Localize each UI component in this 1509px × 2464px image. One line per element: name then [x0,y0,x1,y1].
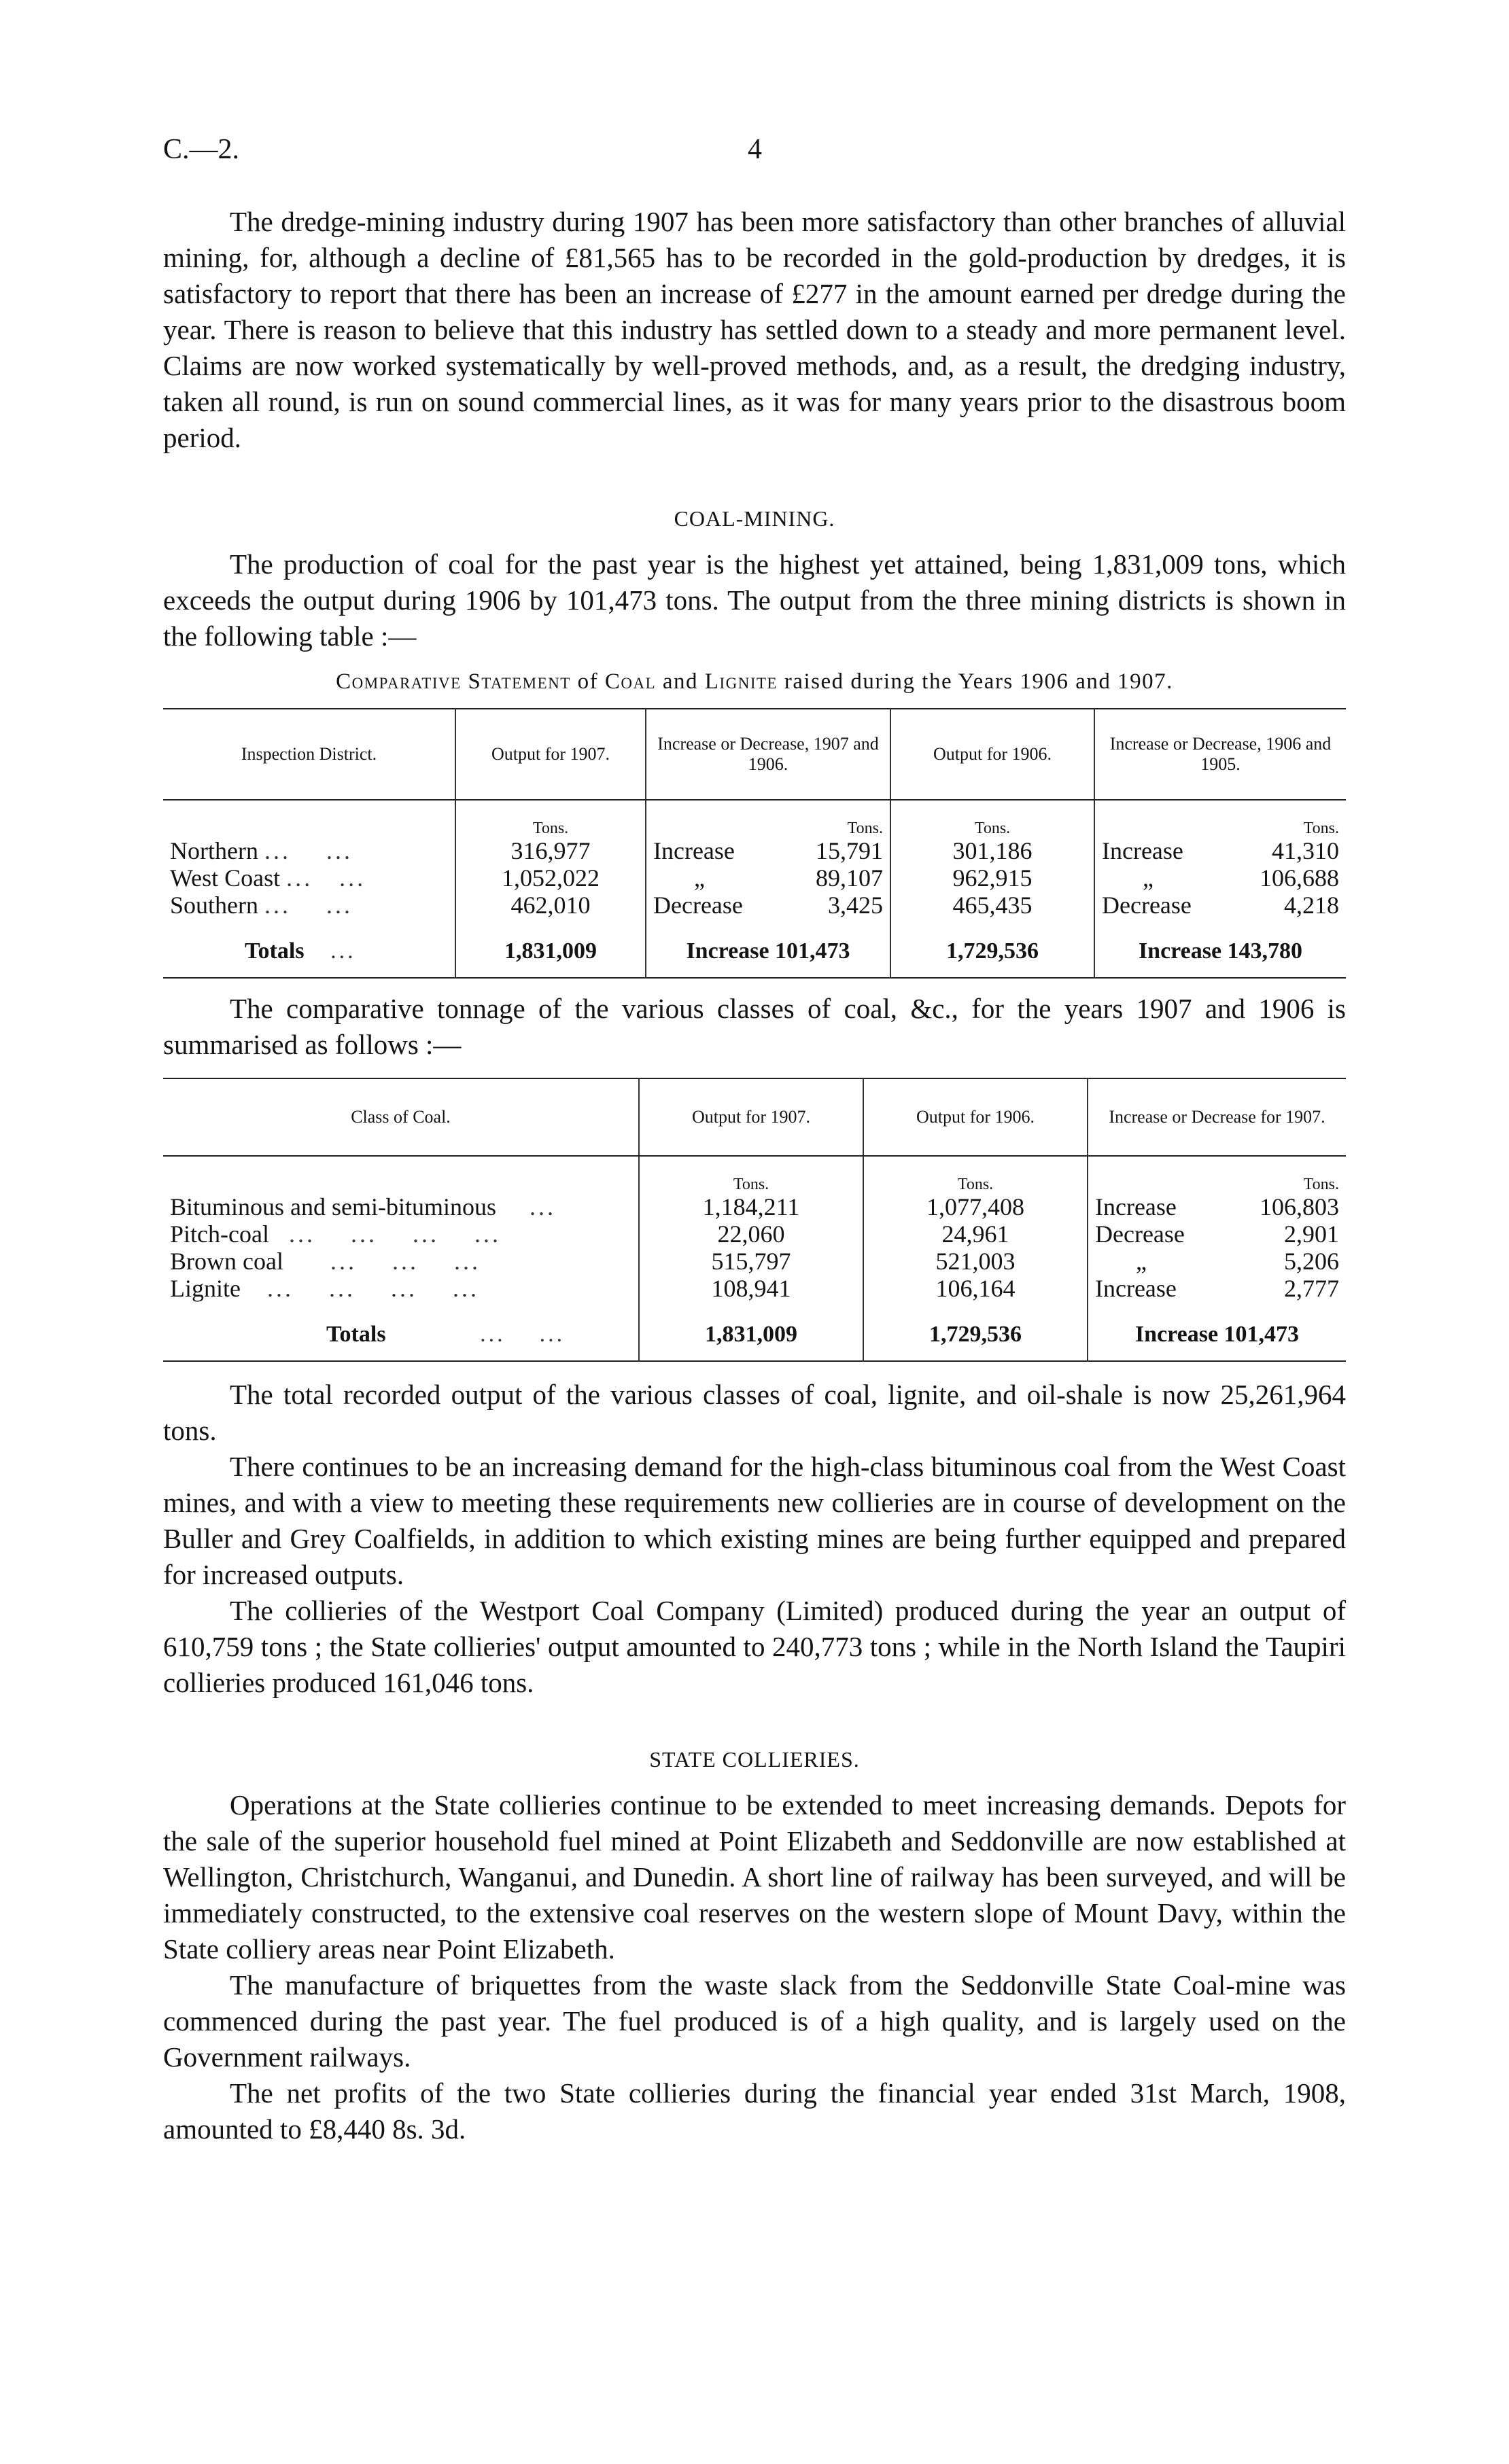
district-name: Southern [170,892,258,919]
total-change-1906: Increase 143,780 [1094,919,1346,978]
change-label: Increase [1102,837,1183,864]
net-profits-paragraph: The net profits of the two State collieries during the financial year ended 31st March, 1908, amounted to £8,440 8s. 3d. [163,2077,1346,2145]
output-1907: 316,977 [455,837,646,864]
output-1906: 1,077,408 [863,1193,1088,1220]
unit-label: Tons. [863,1156,1088,1193]
change-label: Increase [1095,1275,1177,1302]
change-label: „ [1136,1248,1147,1275]
output-1906: 465,435 [890,892,1094,919]
change-value: 4,218 [1284,892,1339,919]
total-output-1907: 1,831,009 [639,1302,863,1361]
col-header-change-1906: Increase or Decrease, 1906 and 1905. [1094,709,1346,800]
unit-label: Tons. [1088,1156,1346,1193]
col-header-change: Increase or Decrease for 1907. [1088,1078,1346,1156]
page-reference: C.—2. [163,134,240,165]
classes-intro-paragraph: The comparative tonnage of the various classes of coal, &c., for the years 1907 and 1906 is summarised as follows :— [163,993,1346,1060]
coal-class: Lignite [170,1275,241,1302]
body-text [163,204,1346,2147]
total-output-1907: 1,831,009 [455,919,646,978]
coal-production-paragraph: The production of coal for the past year is the highest yet attained, being 1,831,009 tons, which exceeds the output during 1906 by 101,473 tons. The output from the three mining districts is shown in the following table :— [163,548,1346,652]
coal-mining-heading: COAL-MINING. [674,506,835,531]
totals-row: Totals ... 1,831,009 Increase 101,473 1,729,536 Increase 143,780 [163,919,1346,978]
change-value: 41,310 [1272,837,1339,864]
change-value: 2,901 [1284,1220,1339,1248]
change-label: Decrease [1102,892,1192,919]
output-1906: 521,003 [863,1248,1088,1275]
change-value: 15,791 [816,837,883,864]
change-label: Increase [653,837,735,864]
table-row: Southern ... ... 462,010 Decrease 3,425 465,435 Decrease 4,218 [163,892,1346,919]
caption-part: raised during the Years 1906 and 1907. [784,669,1173,694]
caption-part: Coal [604,669,657,694]
col-header-output-1907: Output for 1907. [639,1078,863,1156]
coal-class: Brown coal [170,1248,283,1275]
table-row: West Coast ... ... 1,052,022 „ 89,107 962,915 „ 106,688 [163,864,1346,892]
table-row: Northern ... ... 316,977 Increase 15,791 301,186 Increase 41,310 [163,837,1346,864]
district-name: Northern [170,837,258,864]
unit-label: Tons. [1094,800,1346,837]
change-value: 89,107 [816,864,883,892]
change-label: „ [1143,864,1154,892]
change-label: „ [694,864,705,892]
output-1906: 106,164 [863,1275,1088,1302]
total-output-1906: 1,729,536 [890,919,1094,978]
district-output-table [163,708,1346,979]
output-1907: 1,052,022 [455,864,646,892]
state-operations-paragraph: Operations at the State collieries continue to be extended to meet increasing demands. Depots for the sale of the superior household fuel mined at Point Elizabeth and Seddonville are now established at Wellington, Christchurch, Wanganui, and Dunedin. A short line of railway has been surveyed, and will be immediately constructed, to the extensive coal reserves on the western slope of Mount Davy, within the State colliery areas near Point Elizabeth. [163,1789,1346,1965]
table-row: Bituminous and semi-bituminous ... 1,184,211 1,077,408 Increase 106,803 [163,1193,1346,1220]
total-output-1906: 1,729,536 [863,1302,1088,1361]
caption-part: of [577,669,599,694]
change-label: Increase [1095,1193,1177,1220]
output-1907: 22,060 [639,1220,863,1248]
change-label: Decrease [1095,1220,1185,1248]
table-row: Pitch-coal ... ... ... ... 22,060 24,961 Decrease 2,901 [163,1220,1346,1248]
output-1906: 24,961 [863,1220,1088,1248]
table-row: Lignite ... ... ... ... 108,941 106,164 Increase 2,777 [163,1275,1346,1302]
col-header-output-1907: Output for 1907. [455,709,646,800]
totals-row: Totals ... ... 1,831,009 1,729,536 Increase 101,473 [163,1302,1346,1361]
district-name: West Coast [170,864,281,892]
caption-part: Lignite [704,669,778,694]
totals-label: Totals [245,938,305,964]
output-1907: 108,941 [639,1275,863,1302]
caption-part: Comparative Statement [336,669,571,694]
westport-paragraph: The collieries of the Westport Coal Company (Limited) produced during the year an output of 610,759 tons ; the State collieries' output amounted to 240,773 tons ; while in the North Island the Taupiri collieries produced 161,046 tons. [163,1595,1346,1698]
page-number: 4 [748,134,762,165]
table1-caption [163,669,1346,694]
unit-label: Tons. [455,800,646,837]
coal-class: Pitch-coal [170,1220,269,1248]
state-collieries-heading: STATE COLLIERIES. [649,1747,860,1772]
caption-part: and [662,669,699,694]
change-label: Decrease [653,892,743,919]
unit-label: Tons. [890,800,1094,837]
table-row: Brown coal ... ... ... 515,797 521,003 „ 5,206 [163,1248,1346,1275]
col-header-change-1907: Increase or Decrease, 1907 and 1906. [646,709,890,800]
output-1907: 462,010 [455,892,646,919]
total-change-1907: Increase 101,473 [646,919,890,978]
unit-label: Tons. [639,1156,863,1193]
col-header-district: Inspection District. [163,709,455,800]
briquettes-paragraph: The manufacture of briquettes from the waste slack from the Seddonville State Coal-mine was commenced during the past year. The fuel produced is of a high quality, and is largely used on the Government railways. [163,1969,1346,2073]
change-value: 5,206 [1284,1248,1339,1275]
totals-label: Totals [326,1322,386,1347]
coal-class-table [163,1078,1346,1362]
change-value: 3,425 [828,892,883,919]
dredge-paragraph: The dredge-mining industry during 1907 has been more satisfactory than other branches of alluvial mining, for, although a decline of £81,565 has to be recorded in the gold-production by dredges, it is satisfactory to report that there has been an increase of £277 in the amount earned per dredge during the year. There is reason to believe that this industry has settled down to a steady and more permanent level. Claims are now worked systematically by well-proved methods, and, as a result, the dredging industry, taken all round, is run on sound commercial lines, as it was for many years prior to the disastrous boom period. [163,206,1346,453]
output-1907: 515,797 [639,1248,863,1275]
output-1906: 962,915 [890,864,1094,892]
total-change: Increase 101,473 [1088,1302,1346,1361]
output-1906: 301,186 [890,837,1094,864]
change-value: 106,688 [1260,864,1339,892]
demand-paragraph: There continues to be an increasing demand for the high-class bituminous coal from the West Coast mines, and with a view to meeting these requirements new collieries are in course of development on the Buller and Grey Coalfields, in addition to which existing mines are being further equipped and prepared for increased outputs. [163,1451,1346,1590]
coal-class: Bituminous and semi-bituminous [170,1193,497,1220]
output-1907: 1,184,211 [639,1193,863,1220]
change-value: 106,803 [1260,1193,1339,1220]
col-header-output-1906: Output for 1906. [890,709,1094,800]
col-header-class: Class of Coal. [163,1078,639,1156]
col-header-output-1906: Output for 1906. [863,1078,1088,1156]
total-recorded-paragraph: The total recorded output of the various classes of coal, lignite, and oil-shale is now 25,261,964 tons. [163,1379,1346,1446]
change-value: 2,777 [1284,1275,1339,1302]
unit-label: Tons. [646,800,890,837]
